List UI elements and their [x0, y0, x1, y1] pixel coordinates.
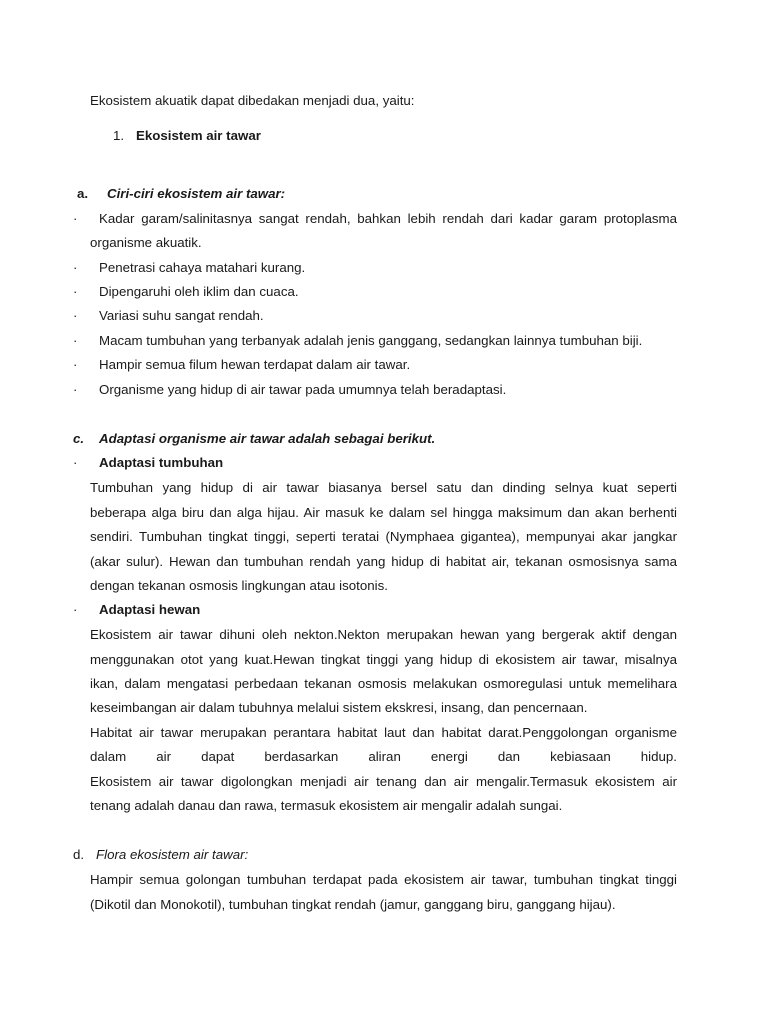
paragraph-line: dengan tekanan osmosis lingkungan atau isotonis.: [90, 578, 388, 593]
list-number-1: 1.: [113, 128, 125, 143]
paragraph-line: Ekosistem air tawar digolongkan menjadi air tenang dan air mengalir.Termasuk ekosistem air: [90, 774, 677, 789]
bullet-text: Variasi suhu sangat rendah.: [99, 308, 264, 323]
bullet-text: Macam tumbuhan yang terbanyak adalah jenis ganggang, sedangkan lainnya tumbuhan biji.: [99, 333, 643, 348]
bullet-icon: ·: [73, 211, 78, 226]
bullet-text: Penetrasi cahaya matahari kurang.: [99, 260, 306, 275]
section-c-marker: c.: [73, 431, 85, 446]
paragraph-line: Ekosistem air tawar dihuni oleh nekton.Nekton merupakan hewan yang bergerak aktif dengan: [90, 627, 677, 642]
paragraph-line: menggunakan otot yang kuat.Hewan tingkat tinggi yang hidup di ekosistem air tawar, misalnya: [90, 652, 677, 667]
section-d-marker: d.: [73, 847, 85, 862]
bullet-icon: ·: [73, 333, 78, 348]
subheading-adaptasi-tumbuhan: Adaptasi tumbuhan: [99, 455, 224, 470]
section-a-heading: Ciri-ciri ekosistem air tawar:: [107, 186, 286, 201]
subheading-adaptasi-hewan: Adaptasi hewan: [99, 602, 201, 617]
bullet-text-continued: organisme akuatik.: [90, 235, 202, 250]
list-item-heading-freshwater: Ekosistem air tawar: [136, 128, 261, 143]
bullet-text: Dipengaruhi oleh iklim dan cuaca.: [99, 284, 299, 299]
bullet-icon: ·: [73, 357, 78, 372]
paragraph-line: keseimbangan air dalam tubuhnya melalui sistem ekskresi, insang, dan pencernaan.: [90, 700, 588, 715]
paragraph-line: (Dikotil dan Monokotil), tumbuhan tingkat rendah (jamur, ganggang biru, ganggang hijau).: [90, 897, 616, 912]
paragraph-line: dalam air dapat berdasarkan aliran energi dan kebiasaan hidup.: [90, 749, 677, 764]
section-d-heading: Flora ekosistem air tawar:: [96, 847, 249, 862]
intro-text: Ekosistem akuatik dapat dibedakan menjadi dua, yaitu:: [90, 93, 415, 108]
paragraph-line: Habitat air tawar merupakan perantara habitat laut dan habitat darat.Penggolongan organisme: [90, 725, 677, 740]
bullet-icon: ·: [73, 602, 78, 617]
section-a-marker: a.: [77, 186, 89, 201]
paragraph-line: Hampir semua golongan tumbuhan terdapat pada ekosistem air tawar, tumbuhan tingkat tinggi: [90, 872, 677, 887]
bullet-icon: ·: [73, 308, 78, 323]
paragraph-line: sendiri. Tumbuhan tingkat tinggi, seperti teratai (Nymphaea gigantea), mempunyai akar jangkar: [90, 529, 677, 544]
bullet-icon: ·: [73, 284, 78, 299]
paragraph-line: ikan, dalam mengatasi perbedaan tekanan osmosis melakukan osmoregulasi untuk memelihara: [90, 676, 677, 691]
paragraph-line: tenang adalah danau dan rawa, termasuk ekosistem air mengalir adalah sungai.: [90, 798, 563, 813]
paragraph-line: (akar sulur). Hewan dan tumbuhan rendah yang hidup di habitat air, tekanan osmosisnya sama: [90, 554, 677, 569]
bullet-text: Kadar garam/salinitasnya sangat rendah, bahkan lebih rendah dari kadar garam protoplasma: [99, 211, 677, 226]
bullet-icon: ·: [73, 382, 78, 397]
bullet-text: Hampir semua filum hewan terdapat dalam air tawar.: [99, 357, 411, 372]
paragraph-line: Tumbuhan yang hidup di air tawar biasanya bersel satu dan dinding selnya kuat seperti: [90, 480, 677, 495]
paragraph-line: beberapa alga biru dan alga hijau. Air masuk ke dalam sel hingga maksimum dan akan berhenti: [90, 505, 677, 520]
bullet-icon: ·: [73, 260, 78, 275]
bullet-text: Organisme yang hidup di air tawar pada umumnya telah beradaptasi.: [99, 382, 507, 397]
section-c-heading: Adaptasi organisme air tawar adalah sebagai berikut.: [99, 431, 436, 446]
bullet-icon: ·: [73, 455, 78, 470]
